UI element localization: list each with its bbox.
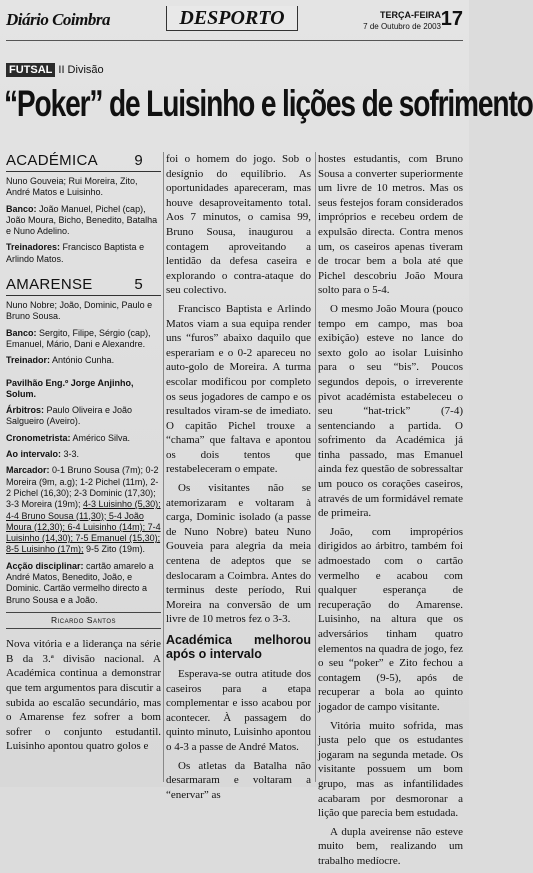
paragraph: João, com impropérios dirigidos ao árbitro, também foi admoestado com o cartão vermelho e acabou com qualquer esperança de recuperação do Amarense. Luisinho, na altura que os adversários tinham quatro elementos na quadra de jogo, fez o seu “poker” e Zito fechou a contagem (9-5), após de recuperar a bola ao quinto jogador de campo visitante.	[318, 525, 463, 713]
team1-coach: Treinadores: Francisco Baptista e Arlindo Matos.	[6, 242, 145, 264]
team1-name: ACADÉMICA	[6, 152, 98, 169]
team1-score: 9	[134, 152, 143, 169]
team2-players: Nuno Nobre; João, Dominic, Paulo e Bruno Sousa.	[6, 300, 153, 322]
newspaper-logo: Diário Coimbra	[6, 10, 110, 29]
timekeeper: Cronometrista: Américo Silva.	[6, 432, 131, 443]
match-factbox	[6, 152, 161, 754]
article-column-3	[318, 152, 463, 873]
subheading: Académica melhorou após o intervalo	[166, 633, 311, 661]
sport-tag: FUTSAL	[6, 63, 55, 77]
date-block	[363, 10, 441, 32]
team1-players: Nuno Gouveia; Rui Moreira, Zito, André Matos e Luisinho.	[6, 176, 138, 198]
paragraph: O mesmo João Moura (pouco tempo em campo, mas boa exibição) esteve no lance do sexto golo ao isolar Luisinho para o seu “bis”. Poucos segundos depois, o irreverente pivot académista estabeleceu o seu “hat-trick” (7-4) sentenciando a partida. O sofrimento da Académica já tinha passado, mas Emanuel ainda fez questão de sobressaltar um pouco os corações caseiros, através de um formidável remate de primeira.	[318, 302, 463, 520]
kicker	[6, 64, 104, 76]
venue: Pavilhão Eng.º Jorge Anjinho, Solum.	[6, 377, 134, 399]
paragraph: Os visitantes não se atemorizaram e voltaram à carga, Dominic isolado (a passe de Nuno Nobre) bateu Nuno Gouveia para alegria da meia centena de adeptos que se deslocaram a Coimbra. Antes do terminus deste período, Rui Moreira na conversão de um livre de 10 metros fez o 3-3.	[166, 482, 311, 626]
byline: Ricardo Santos	[6, 612, 161, 629]
team2-name: AMARENSE	[6, 276, 93, 294]
team2-bench: Banco: Sergito, Filipe, Sérgio (cap), Emanuel, Mário, Dani e Alexandre.	[6, 327, 151, 349]
team2-coach: Treinador: António Cunha.	[6, 355, 115, 366]
weekday: TERÇA-FEIRA	[380, 10, 441, 20]
halftime-score: Ao intervalo: 3-3.	[6, 449, 80, 460]
team2-header	[6, 276, 161, 296]
discipline: Acção disciplinar: cartão amarelo a André Matos, Benedito, João, e Dominic. Cartão vermelho directo a Bruno Sousa e a João.	[6, 560, 154, 605]
paragraph: Francisco Baptista e Arlindo Matos viam a sua equipa render uns “furos” abaixo daquilo que esperariam e o 0-2 apareceu no auto-golo de Moreira. A turma escolar modificou por completo os seus jogadores de campo e os resultados viram-se de imediato. O capitão Pichel trouxe a “chama” que faltava e apontou os dois tentos que restabeleceram o empate.	[166, 302, 311, 476]
paragraph: hostes estudantis, com Bruno Sousa a converter superiormente um livre de 10 metros. Mas os seus festejos foram considerados impróprios e recebeu ordem de expulsão directa. Contra menos um, os caseiros apenas tiveram de trocar bem a bola até que Pichel descobriu João Moura solto para o 5-4.	[318, 153, 463, 297]
scorers: Marcador: 0-1 Bruno Sousa (7m); 0-2 Moreira (9m, a.g); 1-2 Pichel (11m), 2-2 Pichel (16,30); 2-3 Dominic (17,30); 3-3 Moreira (19m); 4-3 Luisinho (5,30); 4-4 Bruno Sousa (11,30); 5-4 João Moura (12,30); 6-4 Luisinho (14m); 7-4 Luisinho (14,30); 7-5 Emanuel (15,30); 8-5 Luisinho (17m); 9-5 Zito (19m).	[6, 465, 161, 555]
paragraph: Os atletas da Batalha não desarmaram e voltaram a “enervar” as	[166, 759, 311, 801]
lead-paragraph: Nova vitória e a liderança na série B da 3.ª divisão nacional. A Académica continua a demonstrar que tem argumentos para discutir a subida ao escalão secundário, mas o Amarense fez sofrer a bom sofrer o conjunto estudantil. Luisinho apontou quatro golos e	[6, 638, 161, 753]
section-title: DESPORTO	[166, 6, 298, 31]
issue-date: 7 de Outubro de 2003	[363, 22, 441, 31]
column-rule	[163, 152, 164, 782]
division-label: II Divisão	[58, 64, 104, 76]
referees: Árbitros: Paulo Oliveira e João Salgueiro (Aveiro).	[6, 405, 133, 427]
paragraph: Vitória muito sofrida, mas justa pelo que os estudantes jogaram na segunda metade. Os visitante possuem um bom grupo, mas as infantilidades acabaram por desmoronar a lição que parecia bem estudada.	[318, 719, 463, 820]
paragraph: foi o homem do jogo. Sob o desígnio do equilíbrio. As oportunidades apareceram, mas houve desaproveitamento total. Aos 7 minutos, o camisa 99, Bruno Sousa, inaugurou a contagem aproveitando a lentidão da defesa caseira e explorando o contra-ataque do seu colectivo.	[166, 153, 311, 297]
page-number: 17	[440, 8, 463, 30]
paragraph: Esperava-se outra atitude dos caseiros para a etapa complementar e isso acabou por acontecer. À passagem do quinto minuto, Luisinho apontou o 4-3 a passe de André Matos.	[166, 668, 311, 753]
team2-score: 5	[134, 276, 143, 294]
paragraph: A dupla aveirense não esteve muito bem, realizando um trabalho medíocre.	[318, 825, 463, 867]
article-column-2	[166, 152, 311, 806]
team1-bench: Banco: João Manuel, Pichel (cap), João Moura, Bicho, Benedito, Batalha e Nuno Adelino.	[6, 203, 158, 237]
masthead	[6, 6, 463, 41]
column-rule	[315, 152, 316, 782]
headline: “Poker” de Luisinho e lições de sofrimento	[4, 83, 533, 124]
team1-header	[6, 152, 161, 172]
